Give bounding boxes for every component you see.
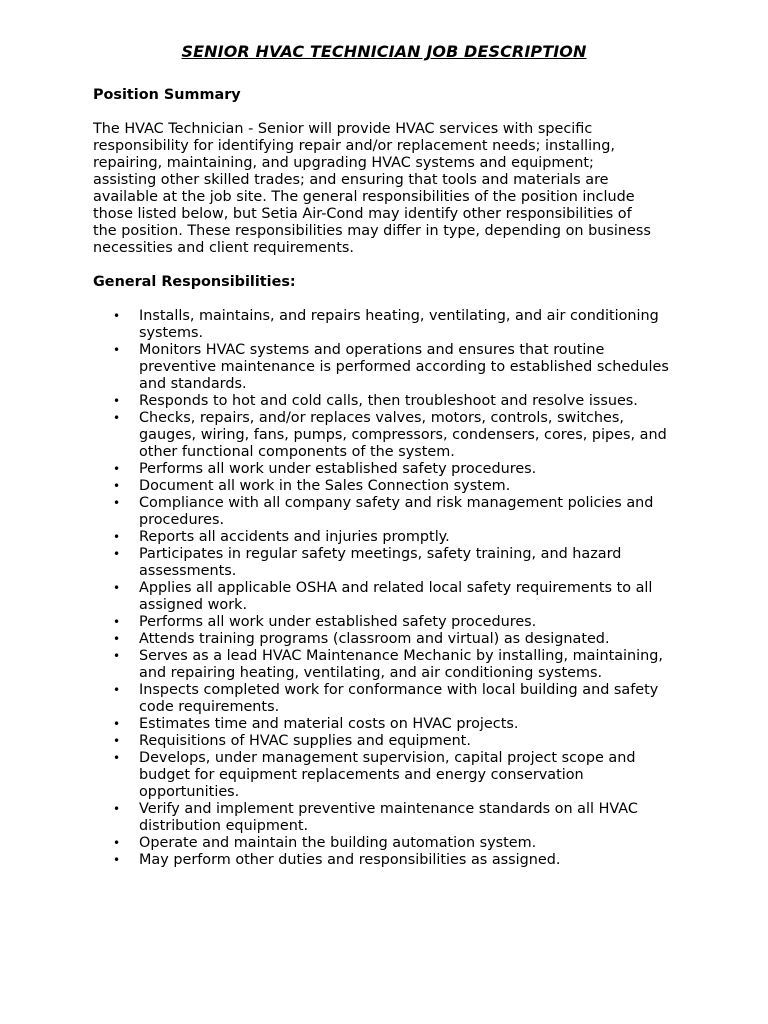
bullet-icon: • (113, 462, 121, 476)
bullet-icon: • (113, 394, 121, 408)
list-item (113, 342, 679, 393)
list-item (113, 546, 679, 580)
list-item (113, 750, 679, 801)
list-item-text: Applies all applicable OSHA and related local safety requirements to all assigned work. (139, 580, 653, 613)
list-item (113, 308, 679, 342)
list-item-text: Attends training programs (classroom and virtual) as designated. (139, 631, 610, 647)
list-item-text: May perform other duties and responsibilities as assigned. (139, 852, 561, 868)
list-item-text: Verify and implement preventive maintenance standards on all HVAC distribution equipment. (139, 801, 638, 834)
list-item-text: Requisitions of HVAC supplies and equipment. (139, 733, 471, 749)
list-item (113, 580, 679, 614)
bullet-icon: • (113, 530, 121, 544)
list-item-text: Reports all accidents and injuries promptly. (139, 529, 450, 545)
list-item (113, 682, 679, 716)
list-item (113, 478, 679, 495)
list-item (113, 461, 679, 478)
list-item (113, 716, 679, 733)
list-item-text: Operate and maintain the building automation system. (139, 835, 537, 851)
document-title: SENIOR HVAC TECHNICIAN JOB DESCRIPTION (181, 42, 587, 61)
bullet-icon: • (113, 649, 121, 663)
position-summary-text: The HVAC Technician - Senior will provide HVAC services with specific responsibility for identifying repair and/or replacement needs; installing, repairing, maintaining, and upgrading HVAC systems and equipment; assisting other skilled trades; and ensuring that tools and materials are available at the job site. The general responsibilities of the position include those listed below, but Setia Air-Cond may identify other responsibilities of the position. These responsibilities may differ in type, depending on business necessities and client requirements. (93, 121, 651, 256)
list-item (113, 393, 679, 410)
list-item-text: Performs all work under established safety procedures. (139, 461, 537, 477)
list-item (113, 529, 679, 546)
list-item-text: Inspects completed work for conformance with local building and safety code requirements. (139, 682, 659, 715)
list-item-text: Installs, maintains, and repairs heating, ventilating, and air conditioning systems. (139, 308, 659, 341)
bullet-icon: • (113, 479, 121, 493)
bullet-icon: • (113, 581, 121, 595)
list-item (113, 733, 679, 750)
list-item (113, 648, 679, 682)
list-item (113, 835, 679, 852)
list-item-text: Document all work in the Sales Connection system. (139, 478, 511, 494)
bullet-icon: • (113, 836, 121, 850)
list-item-text: Responds to hot and cold calls, then troubleshoot and resolve issues. (139, 393, 638, 409)
bullet-icon: • (113, 632, 121, 646)
bullet-icon: • (113, 496, 121, 510)
list-item-text: Compliance with all company safety and risk management policies and procedures. (139, 495, 654, 528)
bullet-icon: • (113, 802, 121, 816)
position-summary-heading: Position Summary (93, 87, 241, 103)
bullet-icon: • (113, 343, 121, 357)
bullet-icon: • (113, 734, 121, 748)
list-item (113, 631, 679, 648)
bullet-icon: • (113, 853, 121, 867)
bullet-icon: • (113, 717, 121, 731)
bullet-icon: • (113, 615, 121, 629)
bullet-icon: • (113, 547, 121, 561)
document-body (93, 87, 683, 869)
bullet-icon: • (113, 683, 121, 697)
general-responsibilities-heading: General Responsibilities: (93, 274, 296, 290)
bullet-icon: • (113, 309, 121, 323)
responsibilities-list (93, 308, 679, 869)
list-item (113, 495, 679, 529)
list-item-text: Serves as a lead HVAC Maintenance Mechanic by installing, maintaining, and repairing heating, ventilating, and air conditioning systems. (139, 648, 664, 681)
list-item-text: Estimates time and material costs on HVAC projects. (139, 716, 519, 732)
list-item (113, 614, 679, 631)
bullet-icon: • (113, 411, 121, 425)
list-item-text: Monitors HVAC systems and operations and ensures that routine preventive maintenance is performed according to established schedules and standards. (139, 342, 669, 392)
list-item (113, 801, 679, 835)
bullet-icon: • (113, 751, 121, 765)
list-item (113, 410, 679, 461)
list-item-text: Participates in regular safety meetings, safety training, and hazard assessments. (139, 546, 622, 579)
list-item-text: Develops, under management supervision, capital project scope and budget for equipment replacements and energy conservation opportunities. (139, 750, 636, 800)
list-item (113, 852, 679, 869)
list-item-text: Performs all work under established safety procedures. (139, 614, 537, 630)
list-item-text: Checks, repairs, and/or replaces valves, motors, controls, switches, gauges, wiring, fans, pumps, compressors, condensers, cores, pipes, and other functional components of the system. (139, 410, 667, 460)
